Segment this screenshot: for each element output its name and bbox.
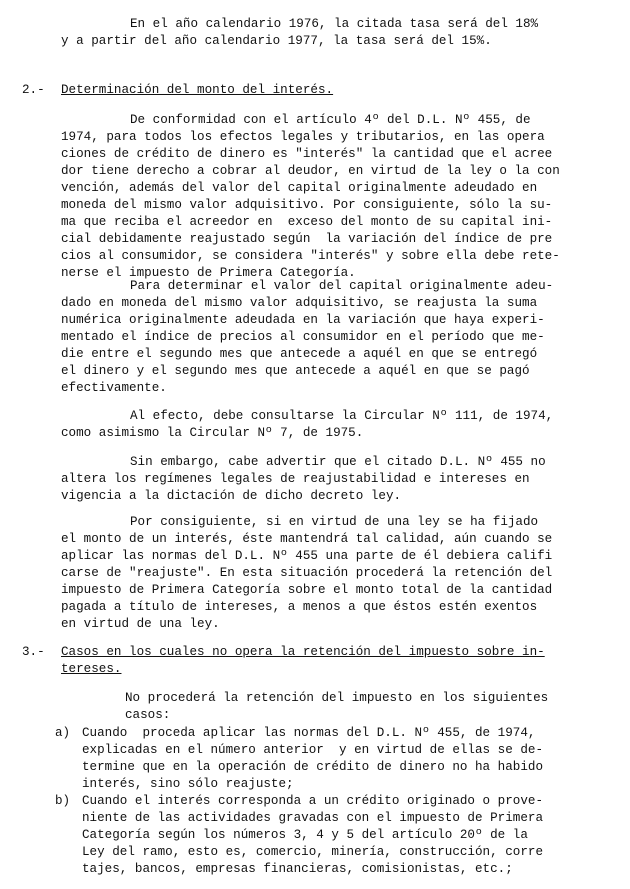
list-marker: b) bbox=[55, 794, 71, 808]
list-marker: a) bbox=[55, 726, 71, 740]
paragraph-line: carse de "reajuste". En esta situación procederá la retención del bbox=[61, 566, 553, 580]
paragraph-line: en virtud de una ley. bbox=[61, 617, 220, 631]
section-number: 3.- bbox=[22, 645, 45, 659]
section-title: Casos en los cuales no opera la retención del impuesto sobre in- bbox=[61, 645, 545, 659]
paragraph-line: ciones de crédito de dinero es "interés" la cantidad que el acree bbox=[61, 147, 553, 161]
paragraph-line: cios al consumidor, se considera "interés" y sobre ella debe rete- bbox=[61, 249, 560, 263]
intro-line: y a partir del año calendario 1977, la tasa será del 15%. bbox=[61, 34, 492, 48]
paragraph-line: como asimismo la Circular Nº 7, de 1975. bbox=[61, 426, 364, 440]
paragraph-line: numérica originalmente adeudada en la variación que haya experi- bbox=[61, 313, 545, 327]
list-item-line: Cuando el interés corresponda a un crédito originado o prove- bbox=[82, 794, 544, 808]
section-intro-line: No procederá la retención del impuesto en los siguientes bbox=[125, 691, 549, 705]
list-item-line: Ley del ramo, esto es, comercio, minería, construcción, corre bbox=[82, 845, 544, 859]
paragraph-line: vención, además del valor del capital originalmente adeudado en bbox=[61, 181, 538, 195]
paragraph-line: moneda del mismo valor adquisitivo. Por consiguiente, sólo la su- bbox=[61, 198, 553, 212]
paragraph-line: Sin embargo, cabe advertir que el citado D.L. Nº 455 no bbox=[130, 455, 546, 469]
paragraph-line: vigencia a la dictación de dicho decreto ley. bbox=[61, 489, 402, 503]
section-intro-line: casos: bbox=[125, 708, 171, 722]
list-item-line: niente de las actividades gravadas con el impuesto de Primera bbox=[82, 811, 544, 825]
intro-line: En el año calendario 1976, la citada tasa será del 18% bbox=[130, 17, 539, 31]
list-item-line: Cuando proceda aplicar las normas del D.L. Nº 455, de 1974, bbox=[82, 726, 536, 740]
paragraph-line: Para determinar el valor del capital originalmente adeu- bbox=[130, 279, 554, 293]
paragraph-line: Al efecto, debe consultarse la Circular Nº 111, de 1974, bbox=[130, 409, 554, 423]
paragraph-line: altera los regímenes legales de reajustabilidad e intereses en bbox=[61, 472, 530, 486]
section-title: Determinación del monto del interés. bbox=[61, 83, 334, 97]
paragraph-line: die entre el segundo mes que antecede a aquél en que se entregó bbox=[61, 347, 538, 361]
paragraph-line: 1974, para todos los efectos legales y tributarios, en las opera bbox=[61, 130, 545, 144]
list-item-line: interés, sino sólo reajuste; bbox=[82, 777, 294, 791]
list-item-line: termine que en la operación de crédito de dinero no ha habido bbox=[82, 760, 544, 774]
paragraph-line: nerse el impuesto de Primera Categoría. bbox=[61, 266, 356, 280]
section-title: tereses. bbox=[61, 662, 122, 676]
section-number: 2.- bbox=[22, 83, 45, 97]
paragraph-line: dor tiene derecho a cobrar al deudor, en virtud de la ley o la con bbox=[61, 164, 560, 178]
paragraph-line: De conformidad con el artículo 4º del D.L. Nº 455, de bbox=[130, 113, 531, 127]
paragraph-line: dado en moneda del mismo valor adquisitivo, se reajusta la suma bbox=[61, 296, 538, 310]
list-item-line: Categoría según los números 3, 4 y 5 del artículo 20º de la bbox=[82, 828, 528, 842]
paragraph-line: mentado el índice de precios al consumidor en el período que me- bbox=[61, 330, 545, 344]
paragraph-line: efectivamente. bbox=[61, 381, 167, 395]
paragraph-line: Por consiguiente, si en virtud de una ley se ha fijado bbox=[130, 515, 539, 529]
paragraph-line: cial debidamente reajustado según la variación del índice de pre bbox=[61, 232, 553, 246]
paragraph-line: pagada a título de intereses, a menos a que éstos estén exentos bbox=[61, 600, 538, 614]
list-item-line: explicadas en el número anterior y en virtud de ellas se de- bbox=[82, 743, 544, 757]
list-item-line: tajes, bancos, empresas financieras, comisionistas, etc.; bbox=[82, 862, 513, 876]
paragraph-line: el dinero y el segundo mes que antecede a aquél en que se pagó bbox=[61, 364, 530, 378]
paragraph-line: ma que reciba el acreedor en exceso del monto de su capital ini- bbox=[61, 215, 553, 229]
paragraph-line: impuesto de Primera Categoría sobre el monto total de la cantidad bbox=[61, 583, 553, 597]
paragraph-line: aplicar las normas del D.L. Nº 455 una parte de él debiera califi bbox=[61, 549, 553, 563]
paragraph-line: el monto de un interés, éste mantendrá tal calidad, aún cuando se bbox=[61, 532, 553, 546]
